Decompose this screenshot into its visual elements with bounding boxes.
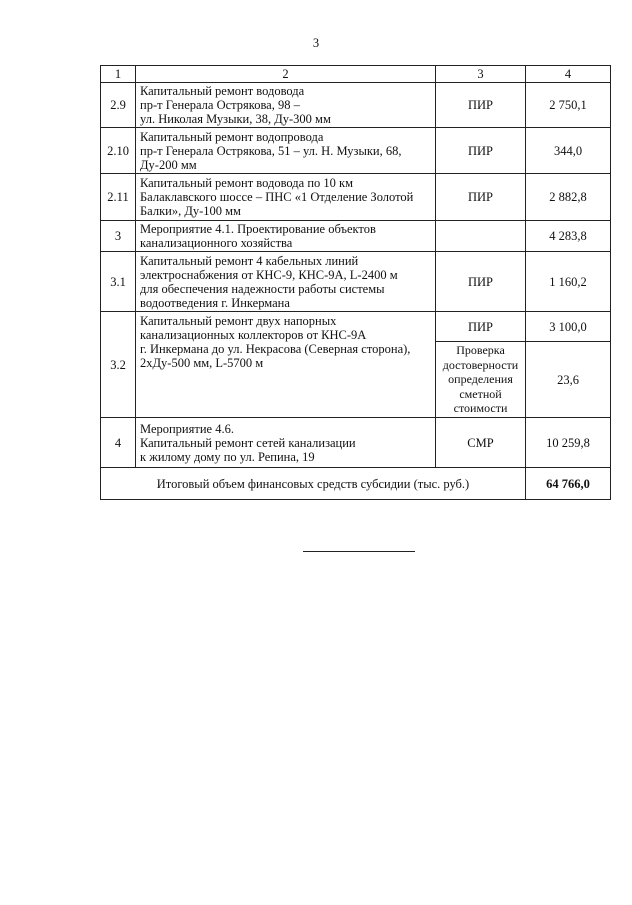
- description-line: пр-т Генерала Острякова, 51 – ул. Н. Музыки, 68,: [140, 143, 402, 158]
- header-cell: 4: [526, 66, 611, 83]
- work-description: [136, 312, 436, 418]
- description-line: для обеспечения надежности работы системы: [140, 281, 385, 296]
- description-line: канализационного хозяйства: [140, 236, 293, 250]
- description-line: ул. Николая Музыки, 38, Ду-300 мм: [140, 112, 331, 126]
- work-description: [136, 221, 436, 252]
- row-number: 2.9: [101, 83, 136, 128]
- work-description: [136, 128, 436, 174]
- row-number: 3.1: [101, 252, 136, 312]
- description-line: Ду-200 мм: [140, 157, 197, 172]
- table-row: [101, 174, 611, 221]
- description-line: Балаклавского шоссе – ПНС «1 Отделение Золотой: [140, 190, 414, 204]
- subsidy-table: [100, 65, 611, 500]
- total-row: [101, 468, 611, 500]
- row-number: 3.2: [101, 312, 136, 418]
- amount: 2 882,8: [526, 174, 611, 221]
- work-type: Проверка достоверности определения сметной стоимости: [436, 342, 526, 418]
- description-line: 2хДу-500 мм, L-5700 м: [140, 356, 264, 370]
- table-row: [101, 221, 611, 252]
- table-row: [101, 418, 611, 468]
- description-line: Капитальный ремонт водовода по 10 км: [140, 176, 354, 190]
- table-row: [101, 128, 611, 174]
- description-line: пр-т Генерала Острякова, 98 –: [140, 98, 300, 112]
- header-cell: 1: [101, 66, 136, 83]
- amount: 23,6: [526, 342, 611, 418]
- amount: 4 283,8: [526, 221, 611, 252]
- description-line: к жилому дому по ул. Репина, 19: [140, 449, 315, 464]
- table-row: [101, 252, 611, 312]
- amount: 2 750,1: [526, 83, 611, 128]
- table-header-row: [101, 66, 611, 83]
- amount: 1 160,2: [526, 252, 611, 312]
- row-number: 2.10: [101, 128, 136, 174]
- description-line: Мероприятие 4.6.: [140, 421, 234, 436]
- work-type: ПИР: [436, 83, 526, 128]
- description-line: водоотведения г. Инкермана: [140, 295, 290, 310]
- amount: 344,0: [526, 128, 611, 174]
- header-cell: 2: [136, 66, 436, 83]
- description-line: канализационных коллекторов от КНС-9А: [140, 328, 367, 342]
- description-line: Капитальный ремонт водовода: [140, 84, 305, 98]
- work-type: ПИР: [436, 312, 526, 342]
- footer-divider: [303, 551, 415, 552]
- description-line: электроснабжения от КНС-9, КНС-9А, L-2400 м: [140, 267, 398, 282]
- description-line: Капитальный ремонт водопровода: [140, 129, 324, 144]
- description-line: Капитальный ремонт 4 кабельных линий: [140, 253, 359, 268]
- work-description: [136, 418, 436, 468]
- table-row: [101, 312, 611, 342]
- work-type: ПИР: [436, 128, 526, 174]
- work-description: [136, 83, 436, 128]
- work-type: ПИР: [436, 174, 526, 221]
- work-description: [136, 174, 436, 221]
- description-line: Капитальный ремонт сетей канализации: [140, 435, 356, 450]
- description-line: Балки», Ду-100 мм: [140, 204, 241, 218]
- total-amount: 64 766,0: [526, 468, 611, 500]
- description-line: г. Инкермана до ул. Некрасова (Северная сторона),: [140, 342, 411, 356]
- work-type: СМР: [436, 418, 526, 468]
- table-row: [101, 83, 611, 128]
- work-description: [136, 252, 436, 312]
- page-number: 3: [312, 36, 320, 50]
- description-line: Капитальный ремонт двух напорных: [140, 314, 337, 328]
- row-number: 3: [101, 221, 136, 252]
- work-type: [436, 221, 526, 252]
- amount: 10 259,8: [526, 418, 611, 468]
- work-type: ПИР: [436, 252, 526, 312]
- row-number: 4: [101, 418, 136, 468]
- total-label: Итоговый объем финансовых средств субсидии (тыс. руб.): [101, 468, 526, 500]
- row-number: 2.11: [101, 174, 136, 221]
- amount: 3 100,0: [526, 312, 611, 342]
- description-line: Мероприятие 4.1. Проектирование объектов: [140, 222, 376, 236]
- header-cell: 3: [436, 66, 526, 83]
